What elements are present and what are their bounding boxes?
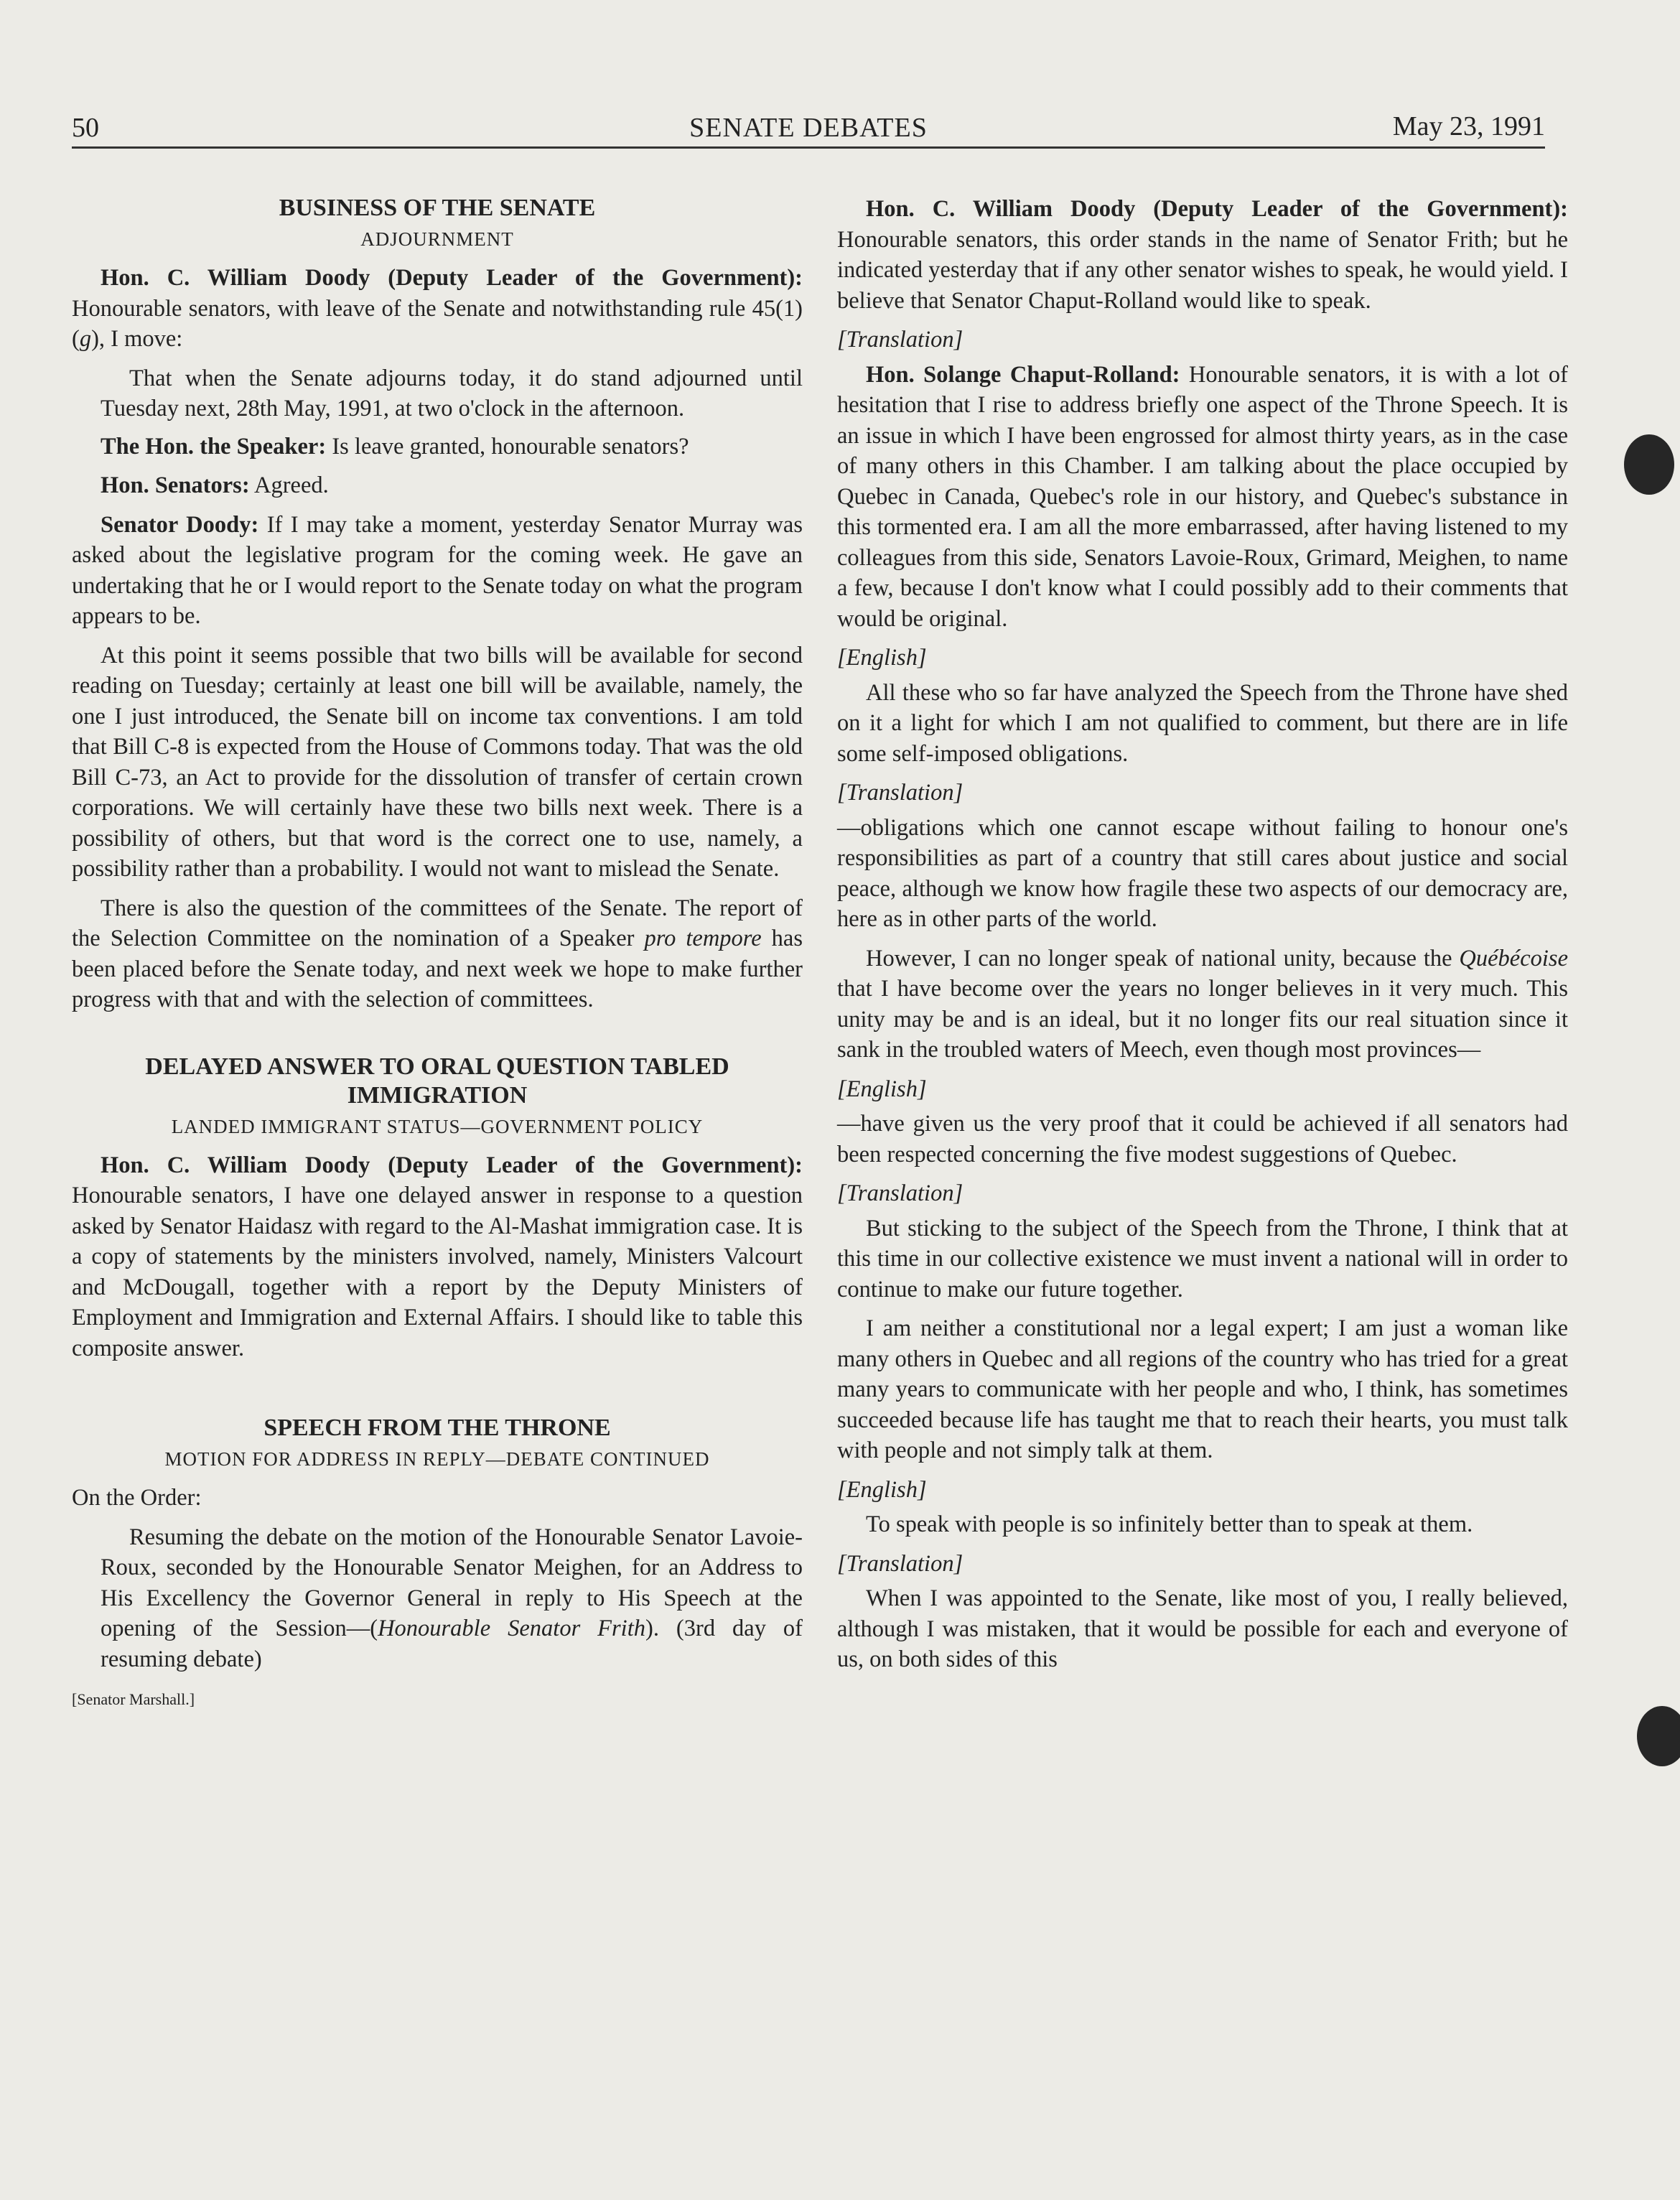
paragraph-text: Québécoise	[1459, 945, 1568, 971]
speaker-name: Hon. C. William Doody (Deputy Leader of the Government):	[101, 265, 803, 291]
paragraph-text: There is also the question of the committees of the Senate. The report of the Selection Committee on the nomination of a Speaker	[72, 895, 803, 951]
paragraph-text: pro tempore	[644, 926, 762, 951]
paragraph-text: However, I can no longer speak of national unity, because the	[866, 945, 1460, 971]
paragraph	[72, 470, 803, 501]
paragraph-text: If I may take a moment, yesterday Senator Murray was asked about the legislative program for the coming week. He gave an undertaking that he or I would report to the Senate today on what the program appears to be.	[72, 511, 803, 629]
running-title: SENATE DEBATES	[689, 113, 928, 143]
paragraph-text: ). (3rd day of resuming debate)	[101, 1616, 803, 1672]
paragraph: To speak with people is so infinitely better than to speak at them.	[866, 1511, 1473, 1537]
language-marker: [Translation]	[837, 780, 963, 806]
binder-hole	[1624, 434, 1674, 495]
paragraph	[837, 360, 1568, 635]
paragraph: On the Order:	[72, 1485, 202, 1511]
paragraph	[837, 194, 1568, 316]
speaker-name: The Hon. the Speaker:	[101, 433, 327, 460]
speaker-name: Hon. C. William Doody (Deputy Leader of the Government):	[101, 1152, 803, 1178]
page-number: 50	[72, 113, 99, 143]
section-subheading: LANDED IMMIGRANT STATUS—GOVERNMENT POLICY	[171, 1115, 704, 1137]
paragraph	[72, 432, 803, 462]
paragraph-text: Resuming the debate on the motion of the Honourable Senator Lavoie-Roux, seconded by the Honourable Senator Meighen, for an Address to His Excellency the Governor General in reply to His Speech at the opening of the Session—(	[101, 1524, 803, 1641]
paragraph-text: that I have become over the years no longer believes in it very much. This unity may be and is an ideal, but it no longer fits our real situation since it sank in the troubled waters of Meech, even though most provinces—	[837, 976, 1568, 1063]
language-marker: [Translation]	[837, 327, 963, 353]
speaker-name: Hon. C. William Doody (Deputy Leader of the Government):	[866, 196, 1568, 222]
paragraph: But sticking to the subject of the Speech from the Throne, I think that at this time in our collective existence we must invent a national will in order to continue to make our future together.	[837, 1215, 1568, 1302]
section-heading: BUSINESS OF THE SENATE	[279, 195, 596, 221]
section-heading: SPEECH FROM THE THRONE	[263, 1414, 611, 1441]
section-subheading: ADJOURNMENT	[360, 228, 514, 250]
paragraph-text: g	[79, 326, 92, 352]
paragraph	[837, 943, 1568, 1066]
binder-hole	[1637, 1706, 1680, 1766]
language-marker: [English]	[837, 645, 927, 671]
paragraph: At this point it seems possible that two bills will be available for second reading on Tuesday; certainly at least one bill will be available, namely, the one I just introduced, the Senate bill on income tax conventions. I am told that Bill C-8 is expected from the House of Commons today. That was the old Bill C-73, an Act to provide for the dissolution of transfer of certain crown corporations. We will certainly have these two bills next week. There is a possibility of others, but that word is the correct one to use, namely, a possibility rather than a probability. I would not want to mislead the Senate.	[72, 642, 803, 882]
paragraph-text: Honourable senators, I have one delayed answer in response to a question asked by Senator Haidasz with regard to the Al-Mashat immigration case. It is a copy of statements by the ministers involved, namely, Ministers Valcourt and McDougall, together with a report by the Deputy Ministers of Employment and Immigration and External Affairs. I should like to table this composite answer.	[72, 1183, 803, 1361]
language-marker: [Translation]	[837, 1550, 963, 1577]
paragraph: All these who so far have analyzed the Speech from the Throne have shed on it a light for which I am not qualified to comment, but there are in life some self-imposed obligations.	[837, 679, 1568, 767]
paragraph: —obligations which one cannot escape without failing to honour one's responsibilities as part of a country that still cares about justice and social peace, although we know how fragile these two aspects of our democracy are, here as in other parts of the world.	[837, 814, 1568, 932]
paragraph-text: Honourable Senator Frith	[378, 1616, 645, 1641]
paragraph-text: Honourable senators, this order stands in the name of Senator Frith; but he indicated yesterday that if any other senator wishes to speak, he would yield. I believe that Senator Chaput-Rolland would like to speak.	[837, 226, 1568, 314]
page-header	[72, 106, 1545, 149]
paragraph	[72, 1150, 803, 1364]
right-column	[837, 194, 1568, 1684]
paragraph-text: Honourable senators, it is with a lot of hesitation that I rise to address briefly one aspect of the Throne Speech. It is an issue in which I have been engrossed for almost thirty years, as in the case of many others in this Chamber. I am talking about the place occupied by Quebec in Canada, Quebec's role in our history, and Quebec's substance in this tormented era. I am all the more embarrassed, after having listened to my colleagues from this side, Senators Lavoie-Roux, Grimard, Meighen, to name a few, because I don't know what I could possibly add to their comments that would be original.	[837, 361, 1568, 632]
paragraph-text: Agreed.	[249, 472, 329, 498]
paragraph: When I was appointed to the Senate, like most of you, I really believed, although I was mistaken, that it would be possible for each and everyone of us, on both sides of this	[837, 1585, 1568, 1672]
language-marker: [English]	[837, 1476, 927, 1503]
paragraph: —have given us the very proof that it could be achieved if all senators had been respected concerning the five modest suggestions of Quebec.	[837, 1111, 1568, 1167]
speaker-name: Hon. Solange Chaput-Rolland:	[866, 361, 1180, 388]
section-heading: IMMIGRATION	[347, 1081, 528, 1109]
paragraph	[72, 893, 803, 1015]
language-marker: [English]	[837, 1076, 927, 1102]
paragraph-text: ), I move:	[91, 326, 183, 352]
paragraph	[72, 263, 803, 355]
paragraph: I am neither a constitutional nor a legal expert; I am just a woman like many others in Quebec and all regions of the country who has tried for a great many years to communicate with her people and who, I think, has sometimes succeeded because life has taught me that to reach their hearts, you must talk with people and not simply talk at them.	[837, 1315, 1568, 1463]
speaker-name: Senator Doody:	[101, 511, 259, 538]
section-heading: DELAYED ANSWER TO ORAL QUESTION TABLED	[145, 1053, 729, 1080]
paragraph-text: Honourable senators, with leave of the Senate and notwithstanding rule 45(1)(	[72, 295, 803, 352]
motion-quote	[101, 1522, 803, 1675]
language-marker: [Translation]	[837, 1180, 963, 1206]
speaker-name: Hon. Senators:	[101, 472, 250, 498]
motion-quote: That when the Senate adjourns today, it do stand adjourned until Tuesday next, 28th May, 1991, at two o'clock in the afternoon.	[101, 365, 803, 421]
paragraph-text: has been placed before the Senate today, and next week we hope to make further progress with that and with the selection of committees.	[72, 926, 803, 1012]
page-footer: [Senator Marshall.]	[72, 1690, 195, 1708]
section-subheading: MOTION FOR ADDRESS IN REPLY—DEBATE CONTINUED	[164, 1448, 710, 1470]
header-date: May 23, 1991	[1392, 111, 1545, 141]
paragraph	[72, 510, 803, 632]
paragraph-text: Is leave granted, honourable senators?	[326, 433, 689, 460]
left-column	[72, 194, 803, 1715]
